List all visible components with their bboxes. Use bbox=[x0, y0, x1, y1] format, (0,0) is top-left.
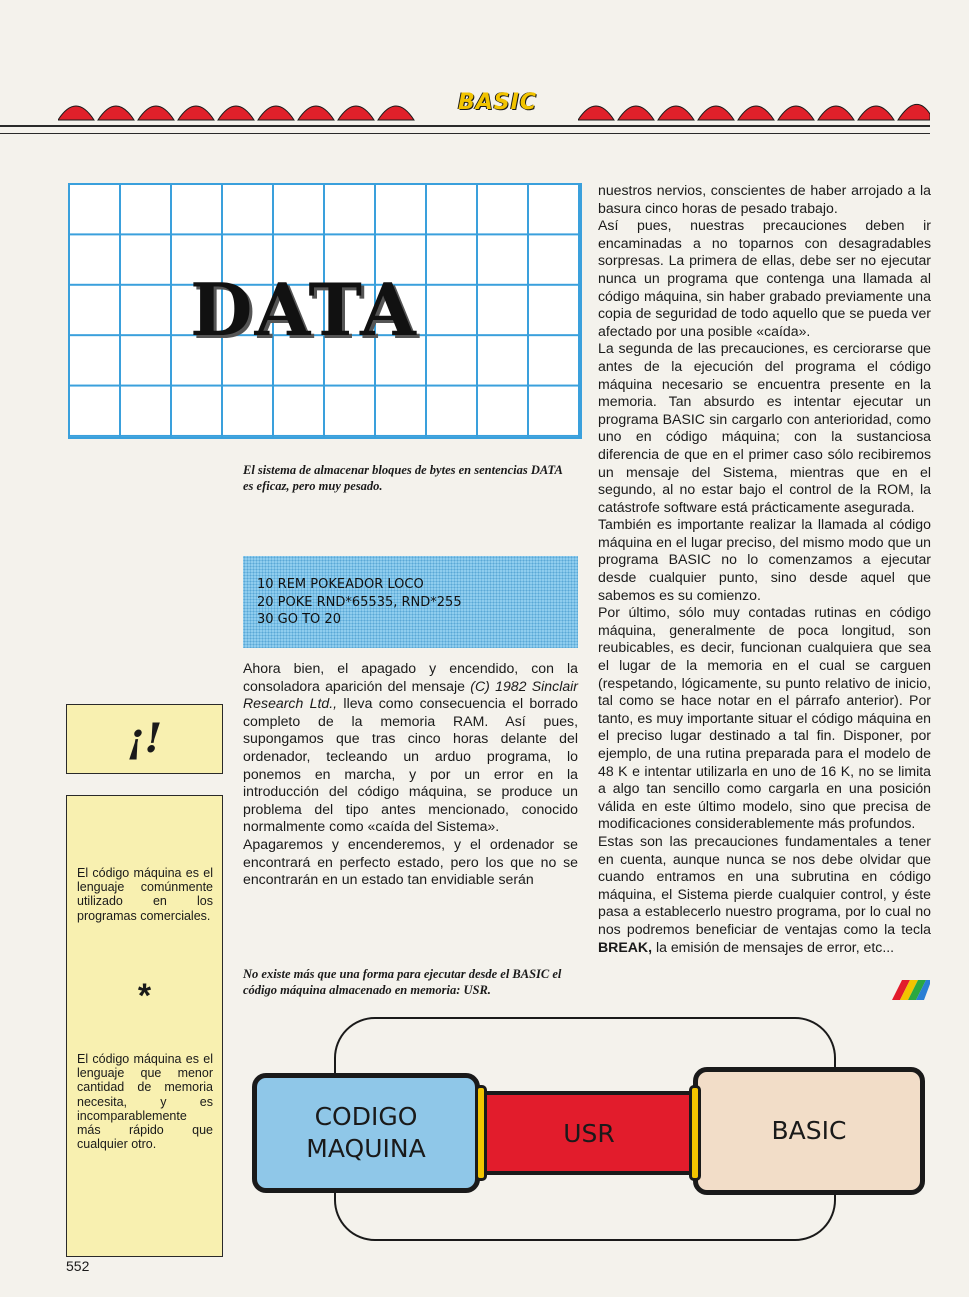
paragraph: Así pues, nuestras precauciones deben ir encaminadas a no toparnos con desagradables sorpresas. La primera de ellas, debe ser no ejecutar nunca un programa que contenga una llamada al código máquina, sin haber grabado previamente una copia de seguridad de todo aquello que se pueda ver afectado por una posible «caída». bbox=[598, 217, 931, 339]
section-logo: BASIC bbox=[458, 90, 537, 115]
code-line: 30 GO TO 20 bbox=[257, 612, 341, 627]
copyright-message: (C) 1982 Sinclair Research Ltd., bbox=[243, 677, 578, 712]
code-line: 10 REM POKEADOR LOCO bbox=[257, 577, 424, 592]
text-run: Estas son las precauciones fundamentales a tener en cuenta, aunque nunca se nos debe olvidar que cuando entramos en una subrutina en código máquina, el Sistema pierde cualquier control, y éste pasa a establecerlo nuestro programa, por lo cual no nos podremos beneficiar de ventajas como la tecla bbox=[598, 832, 931, 937]
paragraph bbox=[243, 660, 578, 836]
codigo-maquina-node: CODIGO MAQUINA bbox=[252, 1073, 480, 1193]
sidebar-note: El código máquina es el lenguaje comúnmente utilizado en los programas comerciales. bbox=[77, 866, 213, 923]
usr-link: USR bbox=[477, 1091, 701, 1175]
basic-node: BASIC bbox=[693, 1067, 925, 1195]
page-number: 552 bbox=[66, 1258, 90, 1274]
header-rule bbox=[0, 125, 930, 127]
text-run: lleva como consecuencia el borrado completo de la memoria RAM. Así pues, supongamos que tras cinco horas delante del ordenador, tecleando un arduo programa, lo ponemos en marcha, y por un error en la introducción del código máquina, se produce un problema del tipo antes mencionado, conocido normalmente como «caída del Sistema». bbox=[243, 695, 578, 835]
paragraph: nuestros nervios, conscientes de haber arrojado a la basura cinco horas de pesado trabajo. bbox=[598, 182, 931, 216]
header-rule-thin bbox=[0, 133, 930, 134]
middle-column bbox=[243, 660, 578, 889]
paragraph: También es importante realizar la llamada al código máquina en el lugar preciso, del mismo modo que un programa BASIC no lo comenzamos a ejecutar desde cualquier punto, sino desde aquel que sabemos es su comienzo. bbox=[598, 516, 931, 603]
text-run: la emisión de mensajes de error, etc... bbox=[652, 938, 895, 955]
feature-title: DATA bbox=[190, 267, 418, 352]
usr-flow-diagram bbox=[245, 1015, 935, 1245]
left-wave-ornament-icon bbox=[58, 92, 418, 122]
exclaim-box bbox=[66, 704, 223, 774]
right-wave-ornament-icon bbox=[578, 92, 930, 122]
right-column bbox=[598, 182, 931, 956]
sidebar-note: El código máquina es el lenguaje que menor cantidad de memoria necesita, y es incomparablemente más rápido que cualquier otro. bbox=[77, 1052, 213, 1152]
spectrum-stripe-icon bbox=[886, 980, 930, 1000]
usr-caption: No existe más que una forma para ejecutar desde el BASIC el código máquina almacenado en memoria: USR. bbox=[243, 967, 562, 997]
text-run: Ahora bien, el apagado y encendido, con la consoladora aparición del mensaje bbox=[243, 660, 578, 694]
feature-caption: El sistema de almacenar bloques de bytes en sentencias DATA es eficaz, pero muy pesado. bbox=[243, 463, 563, 493]
right-connector bbox=[689, 1085, 701, 1181]
left-connector bbox=[475, 1085, 487, 1181]
page-header bbox=[0, 80, 969, 140]
paragraph bbox=[598, 833, 931, 956]
code-listing bbox=[243, 556, 578, 648]
exclaim-mark: ¡! bbox=[126, 715, 163, 762]
paragraph: Apagaremos y encenderemos, y el ordenador se encontrará en perfecto estado, pero los que no se encontrarán en un estado tan envidiable serán bbox=[243, 835, 578, 888]
paragraph: La segunda de las precauciones, es cerciorarse que antes de la ejecución del programa el código máquina necesario se encuentra presente en la memoria. Tan absurdo es intentar ejecutar un programa BASIC sin cargarlo con anterioridad, como uno en código máquina; con la sustanciosa diferencia de que en el primer caso sólo recibiremos un mensaje del Sistema, mientras que en el segundo, al no estar bajo el control de la ROM, la catástrofe software está prácticamente asegurada. bbox=[598, 340, 931, 515]
break-key-label: BREAK, bbox=[598, 938, 653, 955]
code-line: 20 POKE RND*65535, RND*255 bbox=[257, 595, 462, 610]
paragraph: Por último, sólo muy contadas rutinas en código máquina, generalmente de poca longitud, son reubicables, es decir, funcionan cualquiera que sea el lugar de la memoria en el cual se carguen (respetando, lógicamente, su punto relativo de inicio, tal como se hace notar en el párrafo anterior). Por tanto, es muy importante situar el código máquina en el preciso lugar destinado a tal fin. Disponer, por ejemplo, de una rutina preparada para el modelo de 48 K e intentar utilizarla en uno de 16 K, no se limita a algo tan sencillo como cargarla en una posición válida en este último modelo, sino que precisa de modificaciones considerablemente más profundos. bbox=[598, 604, 931, 832]
notes-box bbox=[66, 795, 223, 1257]
asterisk-icon: * bbox=[137, 977, 152, 1015]
